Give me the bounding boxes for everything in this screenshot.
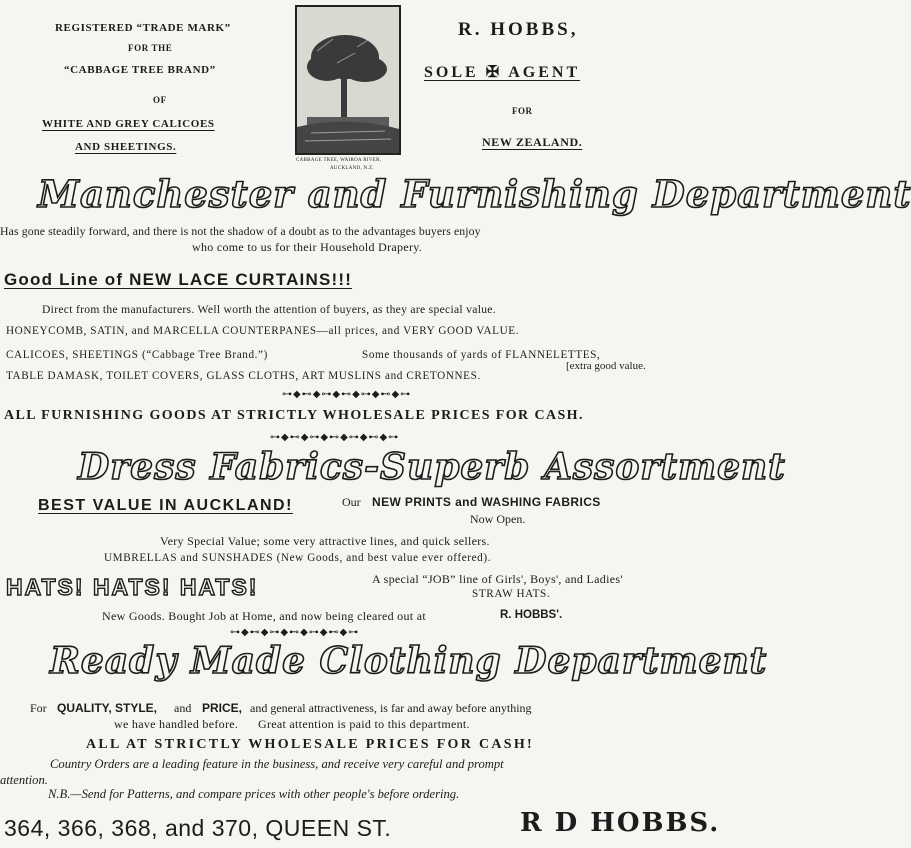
image-caption-1: CABBAGE TREE, WAIROA RIVER, <box>296 158 382 163</box>
and-label: and <box>174 701 192 715</box>
our-label: Our <box>342 495 361 509</box>
flannelettes-line: Some thousands of yards of FLANNELETTES, <box>362 349 601 361</box>
job-line-1: A special “JOB” line of Girls', Boys', and Ladies' <box>372 572 623 586</box>
for-the-line: FOR THE <box>128 43 173 53</box>
cabbage-tree-brand-line: “CABBAGE TREE BRAND” <box>64 64 216 76</box>
trade-mark-line: REGISTERED “TRADE MARK” <box>55 22 231 34</box>
cabbage-tree-illustration <box>295 5 401 155</box>
attention-line: attention. <box>0 773 48 787</box>
table-damask-line: TABLE DAMASK, TOILET COVERS, GLASS CLOTHS, ART MUSLINS and CRETONNES. <box>6 370 481 382</box>
for-label: For <box>30 701 47 715</box>
new-prints-line: NEW PRINTS and WASHING FABRICS <box>372 495 601 509</box>
ornament-divider-1: ⊶◆⊷◆⊶◆⊷◆⊶◆⊷◆⊶ <box>282 389 412 400</box>
best-value-auckland: BEST VALUE IN AUCKLAND! <box>38 497 293 514</box>
for-line: FOR <box>512 106 533 116</box>
manchester-heading: Manchester and Furnishing Department <box>38 172 911 216</box>
special-value-line: Very Special Value; some very attractive lines, and quick sellers. <box>160 534 490 548</box>
handled-before-line: we have handled before. Great attention is paid to this department. <box>114 717 470 731</box>
attractiveness-line: and general attractiveness, is far and away before anything <box>250 701 532 715</box>
now-open-line: Now Open. <box>470 512 526 526</box>
counterpanes-line: HONEYCOMB, SATIN, and MARCELLA COUNTERPANES—all prices, and VERY GOOD VALUE. <box>6 325 520 337</box>
sole-agent-line: SOLE ✠ AGENT <box>424 64 581 81</box>
lace-curtains-heading: Good Line of NEW LACE CURTAINS!!! <box>4 270 353 289</box>
dress-fabrics-heading: Dress Fabrics-Superb Assortment <box>78 446 786 488</box>
address-line: 364, 366, 368, and 370, QUEEN ST. <box>4 815 392 841</box>
manufacturers-line: Direct from the manufacturers. Well worth the attention of buyers, as they are special value. <box>42 303 496 316</box>
ready-made-heading: Ready Made Clothing Department <box>50 640 768 682</box>
furnishing-wholesale-line: ALL FURNISHING GOODS AT STRICTLY WHOLESALE PRICES FOR CASH. <box>4 408 584 423</box>
ornament-divider-2: ⊶◆⊷◆⊶◆⊷◆⊶◆⊷◆⊶ <box>270 432 400 443</box>
umbrellas-line: UMBRELLAS and SUNSHADES (New Goods, and best value ever offered). <box>104 552 492 564</box>
new-zealand-line: NEW ZEALAND. <box>482 135 583 149</box>
cabbage-tree-woodcut-icon <box>297 7 399 153</box>
r-hobbs-inline: R. HOBBS'. <box>500 609 563 621</box>
price-label: PRICE, <box>202 701 243 715</box>
manchester-text-1: Has gone steadily forward, and there is not the shadow of a doubt as to the advantages buyers enjoy <box>0 224 481 238</box>
hats-heading: HATS! HATS! HATS! <box>6 574 259 600</box>
image-caption-2: AUCKLAND, N.Z. <box>330 166 374 171</box>
of-line: OF <box>153 95 167 105</box>
country-orders-line: Country Orders are a leading feature in the business, and receive very careful and prompt <box>50 757 504 771</box>
ornament-divider-3: ⊶◆⊷◆⊶◆⊷◆⊶◆⊷◆⊶ <box>230 627 360 638</box>
clothing-wholesale-line: ALL AT STRICTLY WHOLESALE PRICES FOR CASH! <box>86 737 535 752</box>
r-hobbs-name: R. HOBBS, <box>458 19 579 40</box>
extra-good-value-note: [extra good value. <box>566 360 646 372</box>
manchester-text-2: who come to us for their Household Drapery. <box>192 240 423 254</box>
nb-patterns-line: N.B.—Send for Patterns, and compare prices with other people's before ordering. <box>48 787 460 801</box>
calicoes-line: WHITE AND GREY CALICOES <box>42 118 215 130</box>
straw-hats-line: STRAW HATS. <box>472 588 551 600</box>
bought-job-line: New Goods. Bought Job at Home, and now being cleared out at <box>102 609 426 623</box>
calicoes-sheetings-line: CALICOES, SHEETINGS (“Cabbage Tree Brand.”) <box>6 349 268 361</box>
sheetings-line: AND SHEETINGS. <box>75 141 177 153</box>
quality-style: QUALITY, STYLE, <box>57 701 158 715</box>
rd-hobbs-signature: R D HOBBS. <box>520 808 721 838</box>
